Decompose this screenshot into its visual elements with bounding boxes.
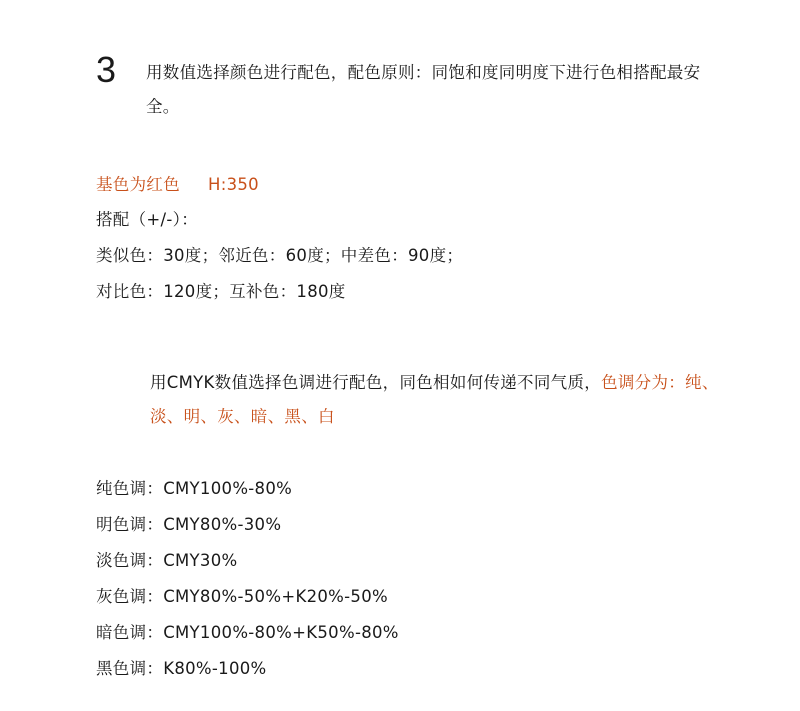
tone-pale: 淡色调：CMY30% <box>96 551 238 570</box>
tone-gray: 灰色调：CMY80%-50%+K20%-50% <box>96 587 388 606</box>
matching-line-1: 类似色：30度；邻近色：60度；中差色：90度； <box>96 246 464 265</box>
cmyk-intro <box>150 366 720 434</box>
section-number: 3 <box>96 49 117 90</box>
matching-heading: 搭配（+/-）： <box>96 210 198 229</box>
base-color-label: 基色为红色 <box>96 175 180 194</box>
section-intro: 用数值选择颜色进行配色，配色原则：同饱和度同明度下进行色相搭配最安全。 <box>146 63 701 116</box>
cmyk-intro-text: 用CMYK数值选择色调进行配色，同色相如何传递不同气质， <box>150 373 602 392</box>
tone-black: 黑色调：K80%-100% <box>96 659 267 678</box>
tone-dark: 暗色调：CMY100%-80%+K50%-80% <box>96 623 399 642</box>
matching-line-2: 对比色：120度；互补色：180度 <box>96 282 346 301</box>
tone-pure: 纯色调：CMY100%-80% <box>96 479 293 498</box>
cmyk-intro-highlight: 色调分为：纯、淡、明、灰、暗、黑、白 <box>150 373 719 426</box>
base-color-line <box>96 174 259 196</box>
tone-bright: 明色调：CMY80%-30% <box>96 515 282 534</box>
base-color-hue: H:350 <box>208 175 259 194</box>
